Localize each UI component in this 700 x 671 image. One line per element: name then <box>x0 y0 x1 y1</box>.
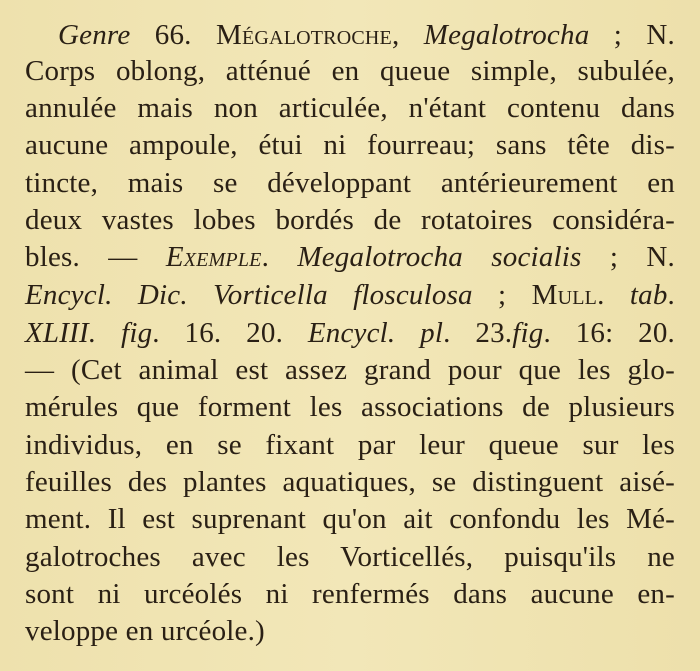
text-segment: ; N. <box>589 19 675 51</box>
text-line <box>25 166 675 200</box>
text-segment: Mégalotroche <box>216 19 392 51</box>
text-segment: ; <box>472 279 532 311</box>
text-segment: Encycl. Dic. Vorticella flosculosa <box>25 279 473 311</box>
text-segment: Megalotrocha <box>423 19 590 51</box>
text-line <box>25 54 675 88</box>
text-line <box>25 428 675 462</box>
text-segment: sont ni urcéolés ni renfermés dans aucune en- <box>25 578 675 610</box>
text-line <box>25 91 675 125</box>
text-segment: tab <box>629 279 668 311</box>
text-segment: galotroches avec les Vorticellés, puisqu'ils ne <box>25 541 675 573</box>
text-segment: Exemple <box>165 241 262 273</box>
text-line <box>25 278 675 312</box>
text-line <box>25 390 675 424</box>
text-segment: ; N. <box>581 241 675 273</box>
text-line <box>25 577 675 611</box>
text-line <box>25 614 675 648</box>
text-segment: Megalotrocha socialis <box>297 241 582 273</box>
text-segment: bles. — <box>25 241 166 273</box>
text-segment: . 16: 20. <box>543 317 676 349</box>
text-segment: fig <box>512 317 544 349</box>
text-segment: ment. Il est suprenant qu'on ait confondu les Mé- <box>25 503 675 535</box>
text-line <box>25 502 675 536</box>
text-line <box>25 465 675 499</box>
text-segment: Encycl. pl <box>307 317 444 349</box>
text-segment: tincte, mais se développant antérieurement en <box>25 167 675 199</box>
text-segment: 66. <box>130 19 216 51</box>
text-line <box>25 240 675 274</box>
text-segment: . 23. <box>443 317 513 349</box>
text-segment: aucune ampoule, étui ni fourreau; sans tête dis- <box>25 129 675 161</box>
text-segment: individus, en se fixant par leur queue sur les <box>25 429 675 461</box>
text-segment: . <box>597 279 630 311</box>
text-segment: , <box>391 19 424 51</box>
text-segment: mérules que forment les associations de plusieurs <box>25 391 675 423</box>
text-segment: Genre <box>58 19 131 51</box>
text-segment: feuilles des plantes aquatiques, se distinguent aisé- <box>25 466 675 498</box>
text-segment: Mull <box>531 279 598 311</box>
text-segment: veloppe en urcéole.) <box>25 615 265 647</box>
text-segment: annulée mais non articulée, n'étant contenu dans <box>25 92 675 124</box>
text-segment: — (Cet animal est assez grand pour que les glo- <box>25 354 675 386</box>
text-line <box>58 18 675 52</box>
text-segment: . 16. 20. <box>152 317 308 349</box>
text-line <box>25 316 675 350</box>
text-segment: . <box>667 279 675 311</box>
text-segment: . <box>261 241 298 273</box>
text-line <box>25 353 675 387</box>
text-segment: deux vastes lobes bordés de rotatoires considéra- <box>25 204 675 236</box>
text-line <box>25 540 675 574</box>
text-segment: Corps oblong, atténué en queue simple, subulée, <box>25 55 675 87</box>
text-line <box>25 203 675 237</box>
text-segment: XLIII. fig <box>25 317 153 349</box>
text-line <box>25 128 675 162</box>
